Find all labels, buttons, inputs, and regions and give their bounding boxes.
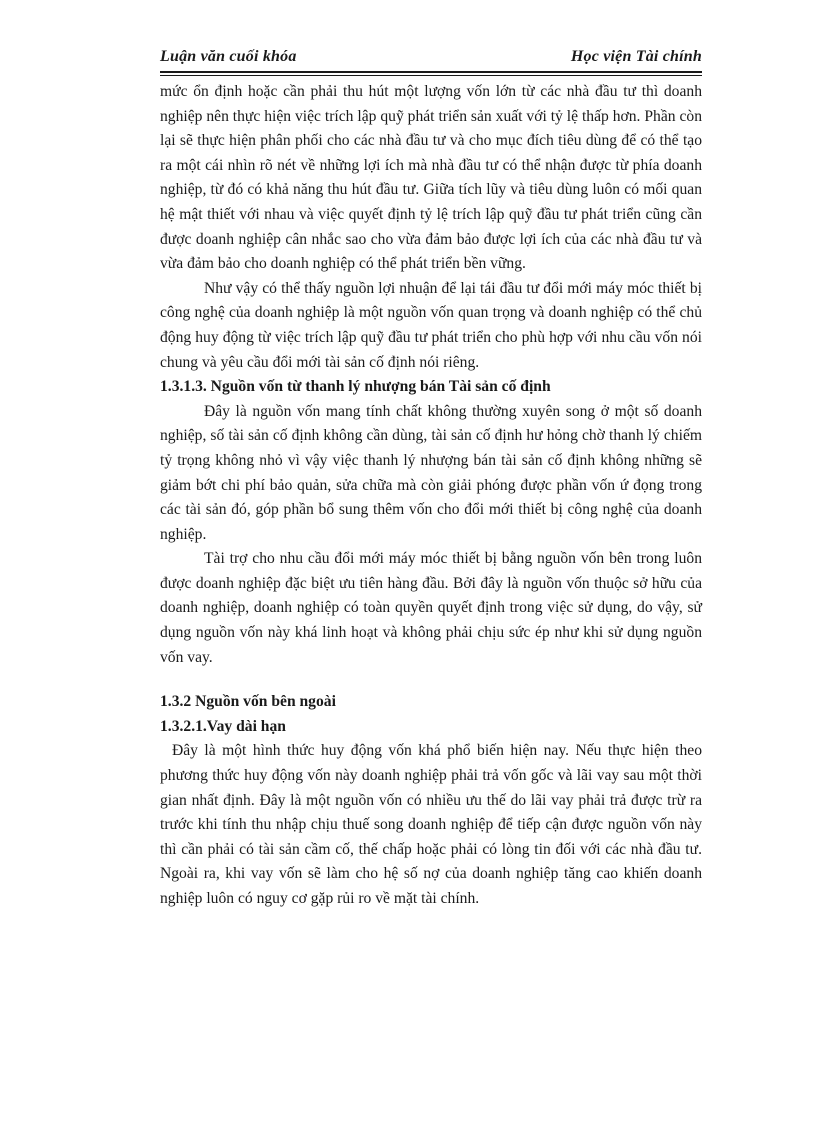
running-header	[160, 48, 702, 70]
document-body	[160, 80, 702, 912]
paragraph-asset-liquidation: Đây là nguồn vốn mang tính chất không thường xuyên song ở một số doanh nghiệp, số tài sản cố định không cần dùng, tài sản cố định hư hỏng chờ thanh lý chiếm tỷ trọng không nhỏ vì vậy việc thanh lý nhượng bán tài sản cố định không những sẽ giảm bớt chi phí bảo quản, sửa chữa mà còn giải phóng được phần vốn ứ đọng trong các tài sản đó, góp phần bổ sung thêm vốn cho đổi mới thiết bị công nghệ của doanh nghiệp.	[160, 402, 702, 543]
paragraph-long-term-loans: Đây là một hình thức huy động vốn khá phổ biến hiện nay. Nếu thực hiện theo phương thức huy động vốn này doanh nghiệp phải trả vốn gốc và lãi vay sau một thời gian nhất định. Đây là một nguồn vốn có nhiều ưu thế do lãi vay phải trả được trừ ra trước khi tính thu nhập chịu thuế song doanh nghiệp để tiếp cận được nguồn vốn này thì cần phải có tài sản cầm cố, thế chấp hoặc phải có lòng tin đối với các nhà đầu tư. Ngoài ra, khi vay vốn sẽ làm cho hệ số nợ của doanh nghiệp tăng cao khiến doanh nghiệp luôn có nguy cơ gặp rủi ro về mặt tài chính.	[160, 742, 702, 907]
section-heading-1-3-2-1: 1.3.2.1.Vay dài hạn	[160, 717, 286, 735]
section-heading-1-3-2: 1.3.2 Nguồn vốn bên ngoài	[160, 693, 336, 711]
header-rule-thick	[160, 71, 702, 73]
paragraph-internal-funding: Tài trợ cho nhu cầu đổi mới máy móc thiết bị bằng nguồn vốn bên trong luôn được doanh nghiệp đặc biệt ưu tiên hàng đầu. Bởi đây là nguồn vốn thuộc sở hữu của doanh nghiệp, doanh nghiệp có toàn quyền quyết định trong việc sử dụng, do vậy, sử dụng nguồn vốn này khá linh hoạt và không phải chịu sức ép như khi sử dụng nguồn vốn vay.	[160, 550, 702, 666]
paragraph-retained-earnings: Như vậy có thể thấy nguồn lợi nhuận để lại tái đầu tư đổi mới máy móc thiết bị công nghệ của doanh nghiệp là một nguồn vốn quan trọng và doanh nghiệp có thể chủ động huy động từ việc trích lập quỹ đầu tư phát triển cho phù hợp với nhu cầu vốn nói chung và yêu cầu đổi mới tài sản cố định nói riêng.	[160, 279, 702, 371]
paragraph-continued: mức ổn định hoặc cần phải thu hút một lượng vốn lớn từ các nhà đầu tư thì doanh nghiệp nên thực hiện việc trích lập quỹ phát triển sản xuất với tỷ lệ thấp hơn. Phần còn lại sẽ thực hiện phân phối cho các nhà đầu tư và cho mục đích tiêu dùng để có thể tạo ra một cái nhìn rõ nét về những lợi ích mà nhà đầu tư có thể nhận được từ phía doanh nghiệp, từ đó có khả năng thu hút đầu tư. Giữa tích lũy và tiêu dùng luôn có mối quan hệ mật thiết với nhau và việc quyết định tỷ lệ trích lập quỹ đầu tư phát triển cũng cần được doanh nghiệp cân nhắc sao cho vừa đảm bảo được lợi ích của các nhà đầu tư và vừa đảm bảo cho doanh nghiệp có thể phát triển bền vững.	[160, 83, 702, 273]
section-heading-1-3-1-3: 1.3.1.3. Nguồn vốn từ thanh lý nhượng bán Tài sản cố định	[160, 378, 551, 396]
header-rule-thin	[160, 75, 702, 76]
header-institution: Học viện Tài chính	[570, 48, 702, 65]
header-thesis-title: Luận văn cuối khóa	[160, 48, 297, 65]
section-gap	[160, 670, 702, 690]
